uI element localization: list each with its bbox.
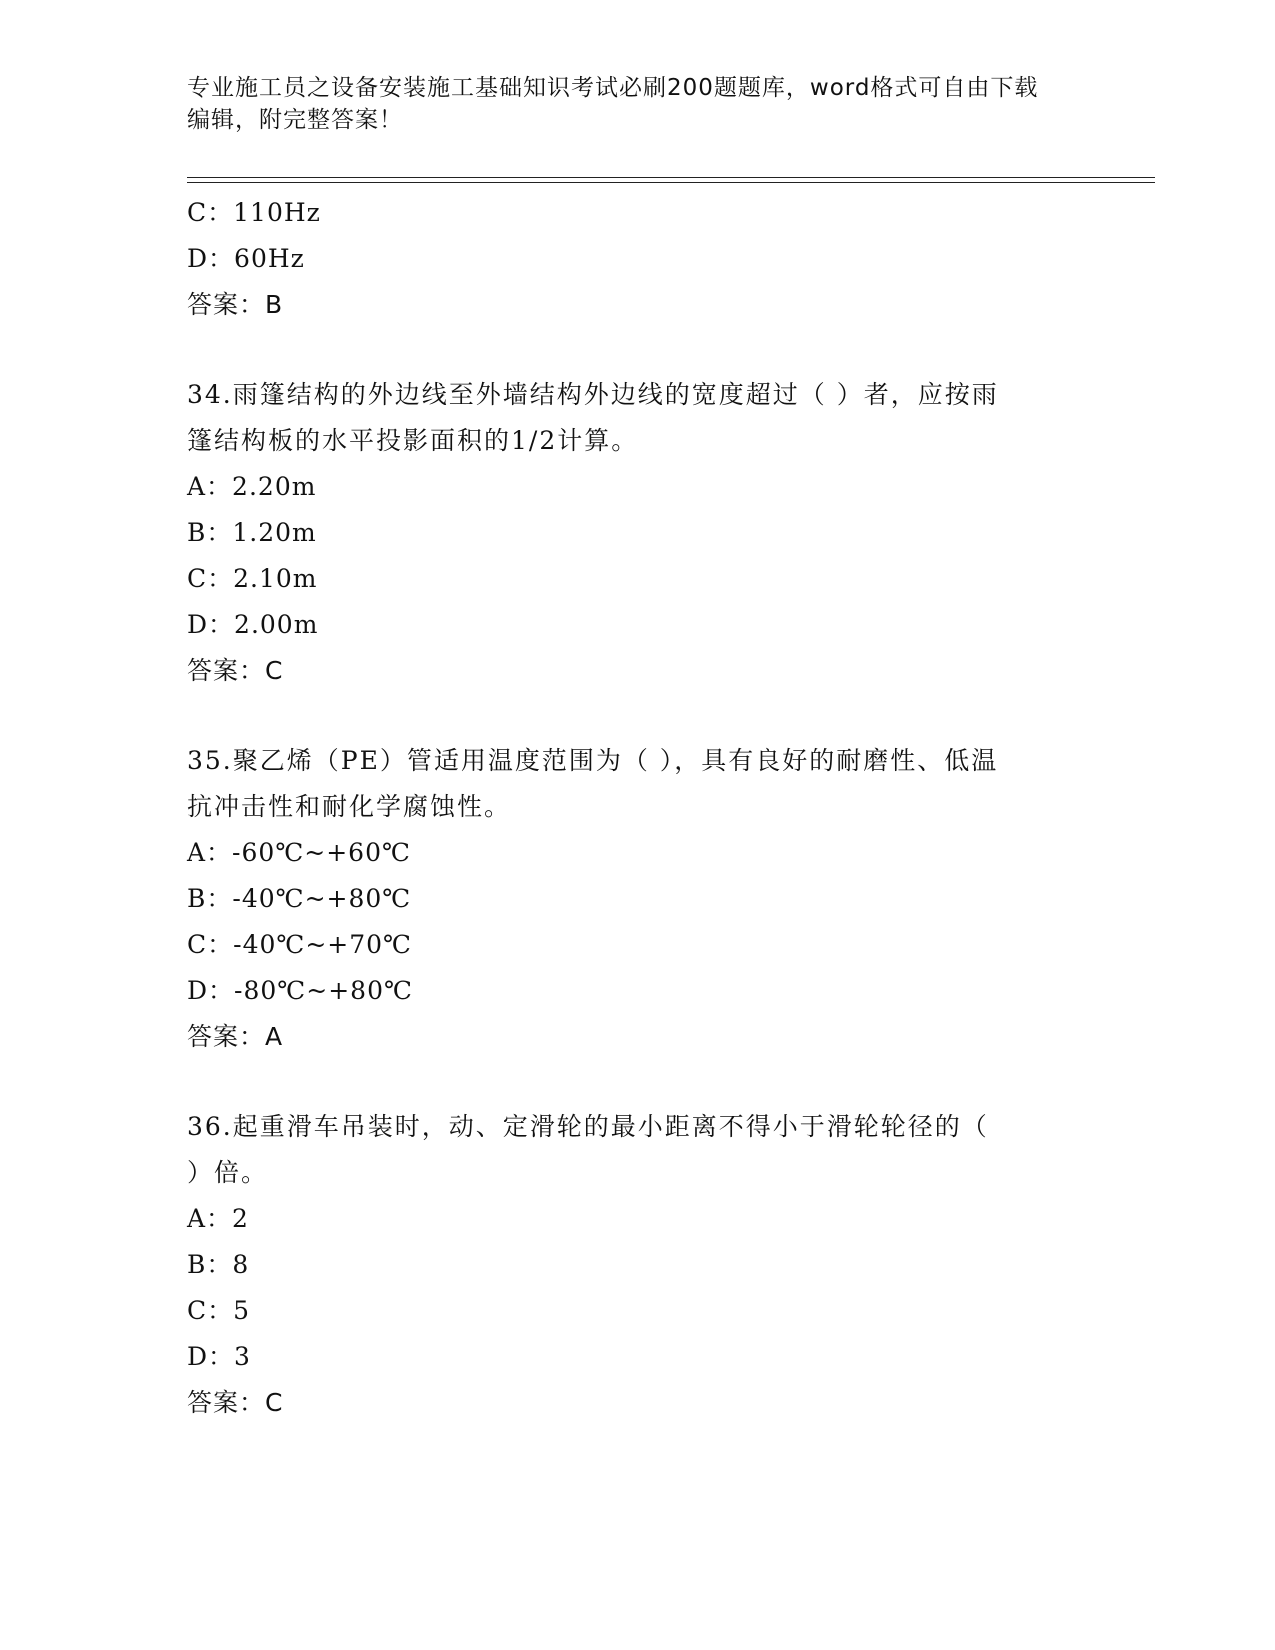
option-c: C：5 <box>187 1296 251 1325</box>
answer-line: 答案：C <box>187 1388 284 1417</box>
question-text <box>187 1104 1067 1196</box>
option-c: C：110Hz <box>187 198 321 227</box>
answer-line: 答案：B <box>187 290 284 319</box>
option-c: C：-40℃~+70℃ <box>187 930 413 959</box>
header-divider-bottom <box>187 182 1155 183</box>
option-d: D：2.00m <box>187 610 319 639</box>
question-text <box>187 372 1067 464</box>
option-d: D：-80℃~+80℃ <box>187 976 413 1005</box>
option-a: A：2.20m <box>187 472 317 501</box>
document-header <box>187 72 1067 136</box>
option-d: D：3 <box>187 1342 251 1371</box>
question-35 <box>187 738 1067 1060</box>
option-c: C：2.10m <box>187 564 318 593</box>
option-b: B：1.20m <box>187 518 317 547</box>
document-body <box>187 190 1067 1426</box>
question-text-line-2: ）倍。 <box>187 1158 269 1187</box>
header-line-1: 专业施工员之设备安装施工基础知识考试必刷200题题库，word格式可自由下载 <box>187 75 1039 101</box>
answer-line: 答案：C <box>187 656 284 685</box>
question-text-line-2: 抗冲击性和耐化学腐蚀性。 <box>187 792 512 821</box>
option-b: B：8 <box>187 1250 250 1279</box>
header-line-2: 编辑，附完整答案！ <box>187 107 403 133</box>
question-34 <box>187 372 1067 694</box>
header-divider-top <box>187 177 1155 178</box>
option-d: D：60Hz <box>187 244 305 273</box>
question-text-line-1: 34.雨篷结构的外边线至外墙结构外边线的宽度超过（ ）者，应按雨 <box>187 380 999 409</box>
question-text <box>187 738 1067 830</box>
carryover-question <box>187 190 1067 328</box>
question-text-line-2: 篷结构板的水平投影面积的1/2计算。 <box>187 426 639 455</box>
option-a: A：2 <box>187 1204 249 1233</box>
option-b: B：-40℃~+80℃ <box>187 884 412 913</box>
question-36 <box>187 1104 1067 1426</box>
question-text-line-1: 35.聚乙烯（PE）管适用温度范围为（ ），具有良好的耐磨性、低温 <box>187 746 999 775</box>
answer-line: 答案：A <box>187 1022 284 1051</box>
option-a: A：-60℃~+60℃ <box>187 838 411 867</box>
question-text-line-1: 36.起重滑车吊装时，动、定滑轮的最小距离不得小于滑轮轮径的（ <box>187 1112 989 1141</box>
